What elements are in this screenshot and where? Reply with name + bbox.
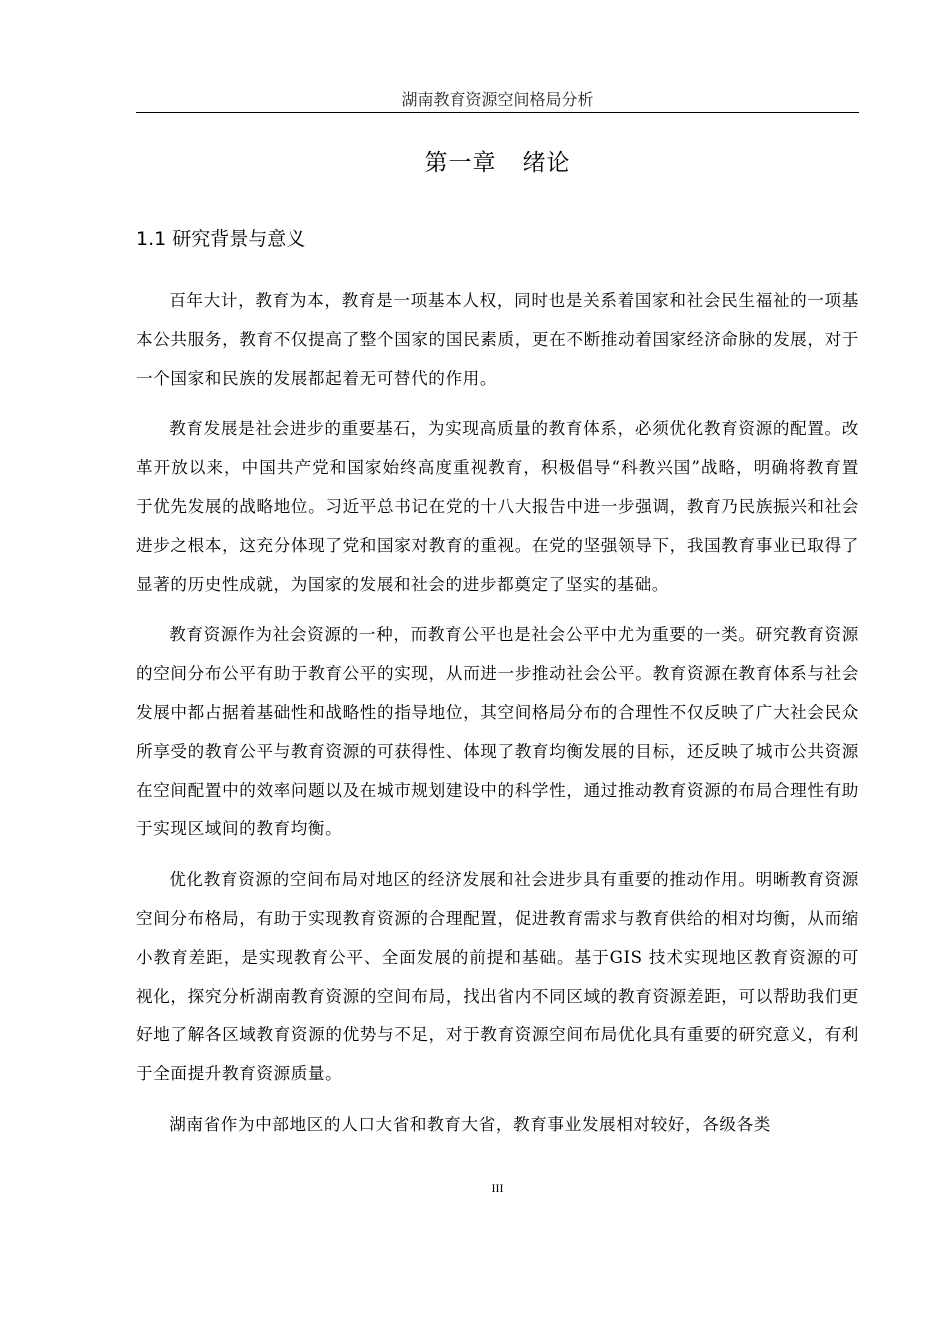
- paragraph: 教育资源作为社会资源的一种，而教育公平也是社会公平中尤为重要的一类。研究教育资源的空间分布公平有助于教育公平的实现，从而进一步推动社会公平。教育资源在教育体系与社会发展中都占据着基础性和战略性的指导地位，其空间格局分布的合理性不仅反映了广大社会民众所享受的教育公平与教育资源的可获得性、体现了教育均衡发展的目标，还反映了城市公共资源在空间配置中的效率问题以及在城市规划建设中的科学性，通过推动教育资源的布局合理性有助于实现区域间的教育均衡。: [136, 625, 859, 839]
- header-divider: [136, 112, 859, 113]
- section-title: 1.1 研究背景与意义: [136, 228, 306, 250]
- chapter-number-label: 第一章: [424, 150, 497, 176]
- paragraph: 湖南省作为中部地区的人口大省和教育大省，教育事业发展相对较好，各级各类: [169, 1114, 771, 1134]
- running-header: 湖南教育资源空间格局分析: [401, 90, 594, 109]
- page-number: III: [491, 1181, 504, 1195]
- body-text: [136, 282, 859, 1157]
- paragraph: 优化教育资源的空间布局对地区的经济发展和社会进步具有重要的推动作用。明晰教育资源空间分布格局，有助于实现教育资源的合理配置，促进教育需求与教育供给的相对均衡，从而缩小教育差距，是实现教育公平、全面发展的前提和基础。基于GIS 技术实现地区教育资源的可视化，探究分析湖南教育资源的空间布局，找出省内不同区域的教育资源差距，可以帮助我们更好地了解各区域教育资源的优势与不足，对于教育资源空间布局优化具有重要的研究意义，有利于全面提升教育资源质量。: [136, 870, 859, 1084]
- paragraph: 教育发展是社会进步的重要基石，为实现高质量的教育体系，必须优化教育资源的配置。改革开放以来，中国共产党和国家始终高度重视教育，积极倡导“科教兴国”战略，明确将教育置于优先发展的战略地位。习近平总书记在党的十八大报告中进一步强调，教育乃民族振兴和社会进步之根本，这充分体现了党和国家对教育的重视。在党的坚强领导下，我国教育事业已取得了显著的历史性成就，为国家的发展和社会的进步都奠定了坚实的基础。: [136, 419, 859, 594]
- chapter-title-text: 绪论: [522, 150, 571, 176]
- chapter-title: [136, 146, 859, 180]
- paragraph: 百年大计，教育为本，教育是一项基本人权，同时也是关系着国家和社会民生福祉的一项基本公共服务，教育不仅提高了整个国家的国民素质，更在不断推动着国家经济命脉的发展，对于一个国家和民族的发展都起着无可替代的作用。: [136, 291, 859, 388]
